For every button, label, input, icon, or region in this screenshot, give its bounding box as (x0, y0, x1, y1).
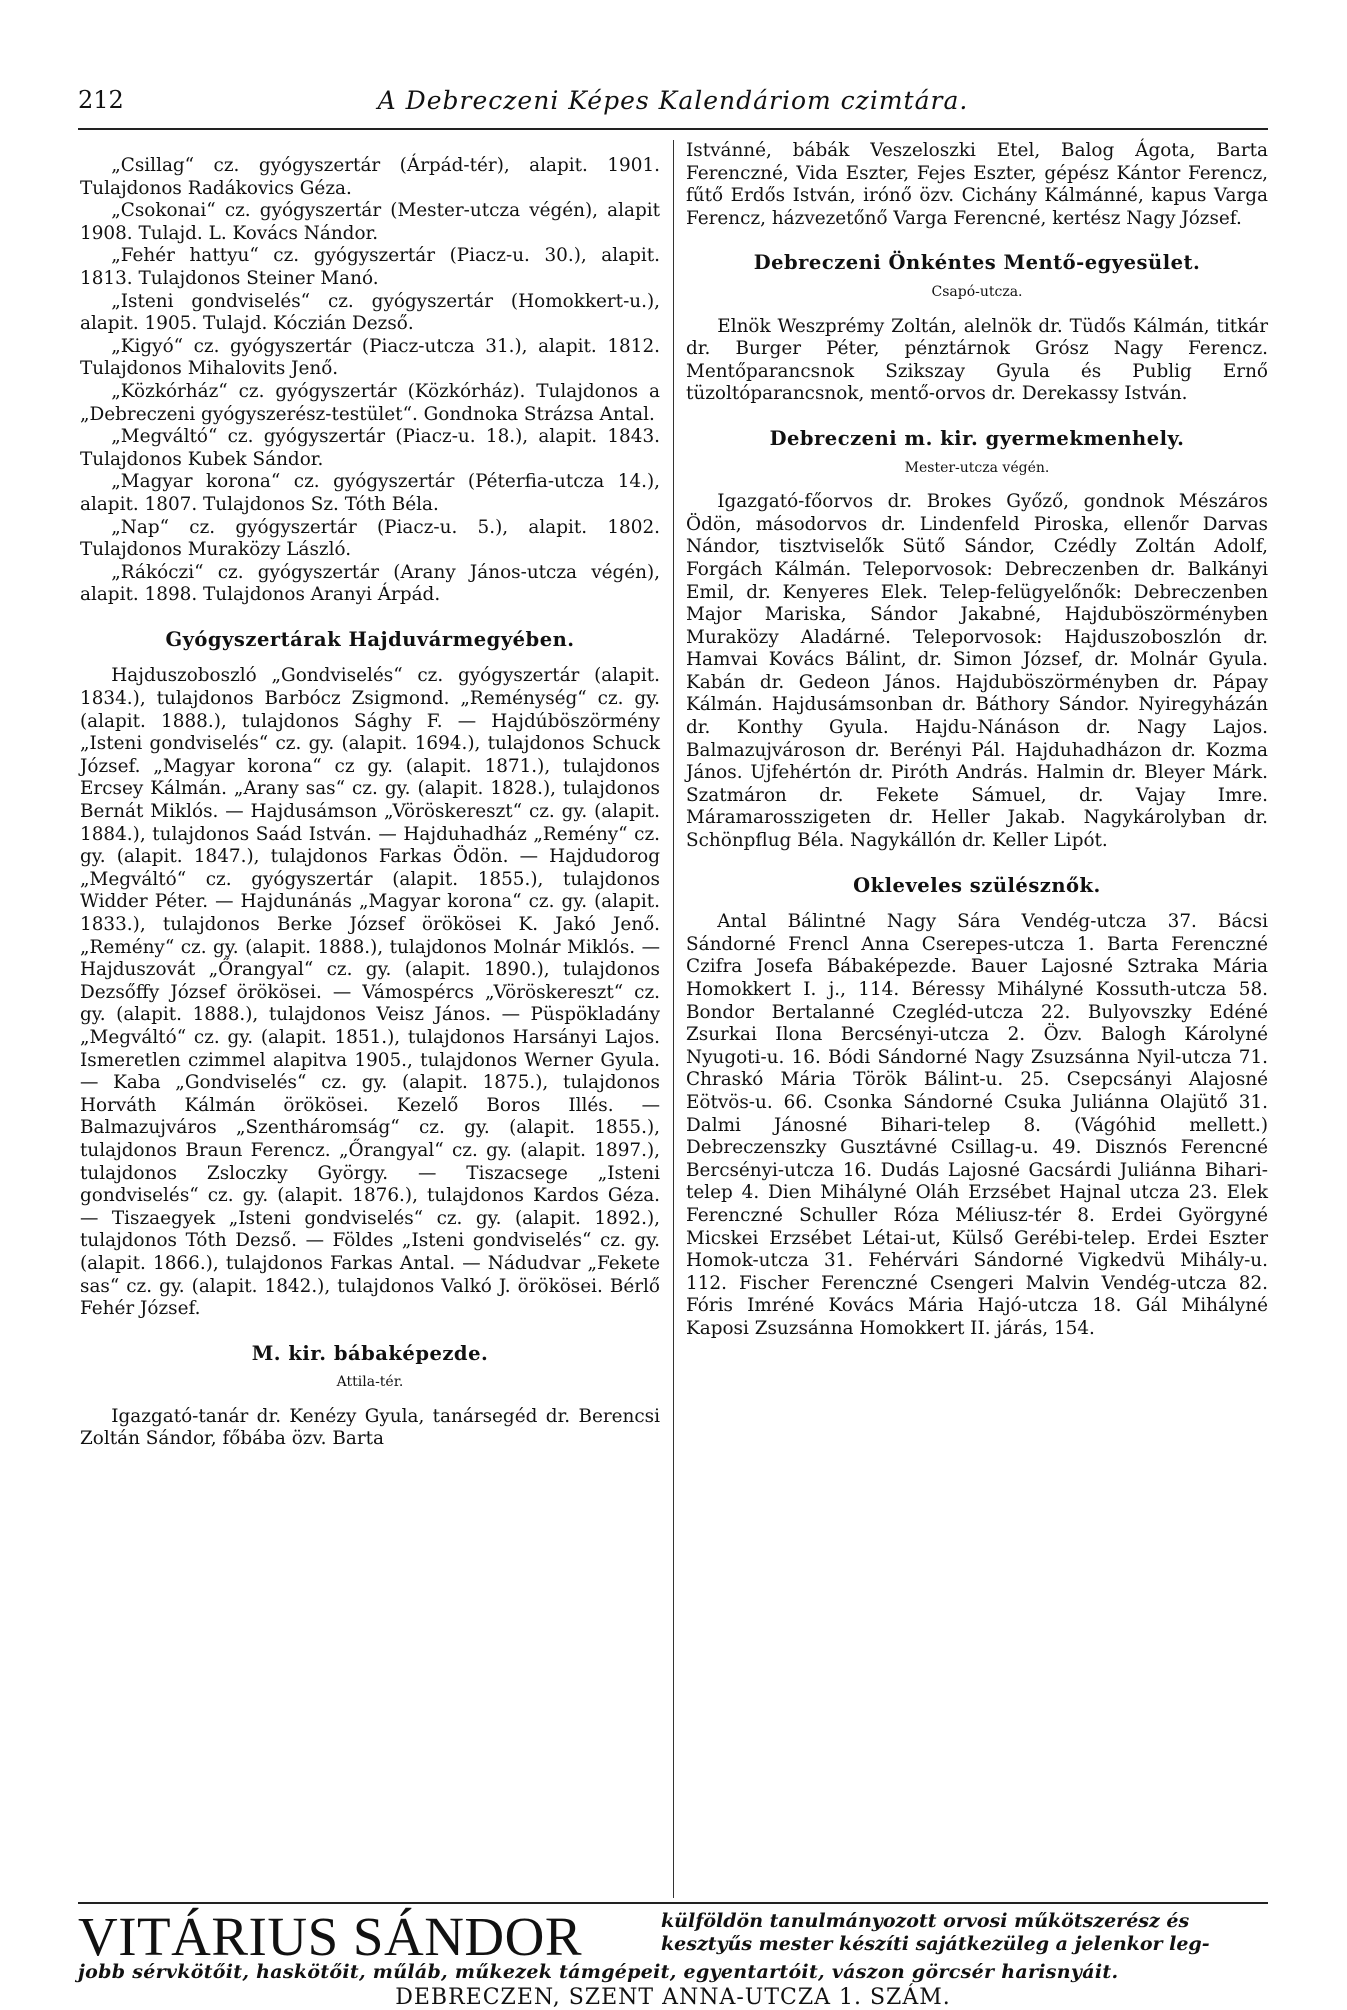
section-title-hajdu: Gyógyszertárak Hajduvármegyében. (165, 627, 575, 651)
ad-address: DEBRECZEN, SZENT ANNA-UTCZA 1. SZÁM. (395, 1985, 951, 2010)
column-divider (673, 140, 674, 1898)
running-title: A Debreczeni Képes Kalendáriom czimtára. (377, 86, 969, 115)
section-title-mento: Debreczeni Önkéntes Mentő-egyesület. (753, 251, 1201, 275)
pharmacy-entry: „Magyar korona“ cz. gyógyszertár (Péterfia-utcza 14.), alapit. 1807. Tulajdonos Sz. Tóth Béla. (80, 471, 660, 515)
pharmacy-entry: „Kigyó“ cz. gyógyszertár (Piacz-utcza 31.), alapit. 1812. Tulajdonos Mihalovits Jenő. (80, 335, 660, 380)
ad-text-line-2: kesztyűs mester készíti sajátkezüleg a jelenkor leg- (661, 1933, 1210, 1955)
pharmacy-entry: „Csillag“ cz. gyógyszertár (Árpád-tér), alapit. 1901. Tulajdonos Radákovics Géza. (80, 155, 660, 199)
section-subtitle-babakepezde: Attila-tér. (336, 1374, 404, 1391)
left-column (80, 155, 660, 1451)
section-title-babakepezde: M. kir. bábaképezde. (251, 1341, 489, 1365)
pharmacy-entry: „Fehér hattyu“ cz. gyógyszertár (Piacz-u. 30.), alapit. 1813. Tulajdonos Steiner Manó. (80, 245, 660, 289)
pharmacy-entry: „Megváltó“ cz. gyógyszertár (Piacz-u. 18.), alapit. 1843. Tulajdonos Kubek Sándor. (80, 426, 660, 470)
pharmacy-entry: „Nap“ cz. gyógyszertár (Piacz-u. 5.), alapit. 1802. Tulajdonos Muraközy László. (80, 516, 660, 561)
advertiser-name: VITÁRIUS SÁNDOR (78, 1906, 583, 1967)
header-rule (78, 128, 1268, 130)
section-text-mento: Elnök Weszprémy Zoltán, alelnök dr. Tüdős Kálmán, titkár dr. Burger Péter, pénztárnok Grósz Nagy Ferencz. Mentőparancsnok Szikszay Gyula és Publig Ernő tüzoltóparancsnok, mentő-orvos dr. Derekassy István. (686, 315, 1268, 405)
pharmacy-entry: „Csokonai“ cz. gyógyszertár (Mester-utcza végén), alapit 1908. Tulajd. L. Kovács Nándor. (80, 200, 660, 244)
continuation-text: Istvánné, bábák Veszeloszki Etel, Balog Ágota, Barta Ferenczné, Vida Eszter, Fejes Eszter, gépész Kántor Ferencz, fűtő Erdős István, irónő özv. Cichány Kálmánné, kapus Varga Ferencz, házvezetőnő Varga Ferencné, kertész Nagy József. (686, 140, 1268, 229)
section-text-szulesznok: Antal Bálintné Nagy Sára Vendég-utcza 37. Bácsi Sándorné Frencl Anna Cserepes-utcza 1. Barta Ferenczné Czifra Josefa Bábaképezde. Bauer Lajosné Sztraka Mária Homokkert I. j., 114. Béressy Mihályné Kossuth-utcza 58. Bondor Bertalanné Czegléd-utcza 22. Bulyovszky Edéné Zsurkai Ilona Bercsényi-utcza 2. Özv. Balogh Károlyné Nyugoti-u. 16. Bódi Sándorné Nagy Zsuzsánna Nyil-utcza 71. Chraskó Mária Török Bálint-u. 25. Csepcsányi Alajosné Eötvös-u. 66. Csonka Sándorné Csuka Juliánna Olajütő 31. Dalmi Jánosné Bihari-telep 8. (Vágóhid mellett.) Debreczenszky Gusztávné Csillag-u. 49. Disznós Ferencné Bercsényi-utcza 16. Dudás Lajosné Gacsárdi Juliánna Bihari-telep 4. Dien Mihályné Oláh Erzsébet Hajnal utcza 23. Elek Ferenczné Schuller Róza Méliusz-tér 8. Erdei Györgyné Micskei Erzsébet Létai-ut, Külső Gerébi-telep. Erdei Eszter Homok-utcza 31. Fehérvári Sándorné Vigkedvü Mihály-u. 112. Fischer Ferenczné Csengeri Malvin Vendég-utcza 82. Fóris Imréné Kovács Mária Hajó-utcza 18. Gál Mihályné Kaposi Zsuzsánna Homokkert II. járás, 154. (686, 911, 1268, 1339)
ad-text-line-1: külföldön tanulmányozott orvosi műkötszerész és (661, 1910, 1190, 1932)
right-column (686, 140, 1268, 1341)
section-subtitle-gyermekmenhely: Mester-utcza végén. (904, 459, 1050, 476)
section-text-gyermekmenhely: Igazgató-főorvos dr. Brokes Győző, gondnok Mészáros Ödön, másodorvos dr. Lindenfeld Piroska, ellenőr Darvas Nándor, tisztviselők Sütő Sándor, Czédly Zoltán Adolf, Forgách Kálmán. Teleporvosok: Debreczenben dr. Balkányi Emil, dr. Kenyeres Elek. Telep-felügyelőnők: Debreczenben Major Mariska, Sándor Jakabné, Hajduböszörményben Muraközy Aladárné. Teleporvosok: Hajduszoboszlón dr. Hamvai Kovács Bálint, dr. Simon József, dr. Molnár Gyula. Kabán dr. Gedeon János. Hajduböszörményben dr. Pápay Kálmán. Hajdusámsonban dr. Báthory Sándor. Nyiregyházán dr. Konthy Gyula. Hajdu-Nánáson dr. Nagy Lajos. Balmazujvároson dr. Berényi Pál. Hajduhadházon dr. Kozma János. Ujfehértón dr. Piróth András. Halmin dr. Bleyer Márk. Szatmáron dr. Fekete Sámuel, dr. Vajay Imre. Máramarosszigeten dr. Heller Jakab. Nagykárolyban dr. Schönpflug Béla. Nagykállón dr. Keller Lipót. (686, 491, 1268, 852)
section-title-gyermekmenhely: Debreczeni m. kir. gyermekmenhely. (769, 426, 1185, 450)
section-text-babakepezde: Igazgató-tanár dr. Kenézy Gyula, tanársegéd dr. Berencsi Zoltán Sándor, főbába özv. Barta (80, 1405, 660, 1450)
pharmacy-entry: „Isteni gondviselés“ cz. gyógyszertár (Homokkert-u.), alapit. 1905. Tulajd. Kóczián Dezső. (80, 290, 660, 335)
section-subtitle-mento: Csapó-utcza. (931, 283, 1023, 300)
ad-text-line-3: jobb sérvkötőit, haskötőit, műláb, műkezek támgépeit, egyentartóit, vászon görcsér harisnyáit. (78, 1961, 1119, 1983)
section-text-hajdu: Hajduszoboszló „Gondviselés“ cz. gyógyszertár (alapit. 1834.), tulajdonos Barbócz Zsigmond. „Reménység“ cz. gy. (alapit. 1888.), tulajdonos Sághy F. — Hajdúböszörmény „Isteni gondviselés“ cz. gy. (alapit. 1694.), tulajdonos Schuck József. „Magyar korona“ cz gy. (alapit. 1871.), tulajdonos Ercsey Kálmán. „Arany sas“ cz. gy. (alapit. 1828.), tulajdonos Bernát Miklós. — Hajdusámson „Vöröskereszt“ cz. gy. (alapit. 1884.), tulajdonos Saád István. — Hajduhadház „Remény“ cz. gy. (alapit. 1847.), tulajdonos Farkas Ödön. — Hajdudorog „Megváltó“ cz. gyógyszertár (alapit. 1855.), tulajdonos Widder Péter. — Hajdunánás „Magyar korona“ cz. gy. (alapit. 1833.), tulajdonos Berke József örökösei K. Jakó Jenő. „Remény“ cz. gy. (alapit. 1888.), tulajdonos Molnár Miklós. — Hajduszovát „Őrangyal“ cz. gy. (alapit. 1890.), tulajdonos Dezsőffy József örökösei. — Vámospércs „Vöröskereszt“ cz. gy. (alapit. 1888.), tulajdonos Veisz János. — Püspökladány „Megváltó“ cz. gy. (alapit. 1851.), tulajdonos Harsányi Lajos. Ismeretlen czimmel alapitva 1905., tulajdonos Werner Gyula. — Kaba „Gondviselés“ cz. gy. (alapit. 1875.), tulajdonos Horváth Kálmán örökösei. Kezelő Boros Illés. — Balmazujváros „Szentháromság“ cz. gy. (alapit. 1855.), tulajdonos Braun Ferencz. „Őrangyal“ cz. gy. (alapit. 1897.), tulajdonos Zsloczky György. — Tiszacsege „Isteni gondviselés“ cz. gy. (alapit. 1876.), tulajdonos Kardos Géza. — Tiszaegyek „Isteni gondviselés“ cz. gy. (alapit. 1892.), tulajdonos Tóth Dezső. — Földes „Isteni gondviselés“ cz. gy. (alapit. 1866.), tulajdonos Farkas Antal. — Nádudvar „Fekete sas“ cz. gy. (alapit. 1842.), tulajdonos Valkó J. örökösei. Bérlő Fehér József. (80, 665, 660, 1320)
section-title-szulesznok: Okleveles szülésznők. (853, 873, 1101, 897)
advertisement (78, 1906, 1268, 2010)
page-number: 212 (78, 86, 124, 114)
footer-rule (78, 1902, 1268, 1904)
running-header (78, 86, 1268, 122)
pharmacy-entry: „Rákóczi“ cz. gyógyszertár (Arany János-utcza végén), alapit. 1898. Tulajdonos Aranyi Árpád. (80, 561, 660, 606)
pharmacy-entry: „Közkórház“ cz. gyógyszertár (Közkórház). Tulajdonos a „Debreczeni gyógyszerész-testület“. Gondnoka Strázsa Antal. (80, 380, 660, 425)
